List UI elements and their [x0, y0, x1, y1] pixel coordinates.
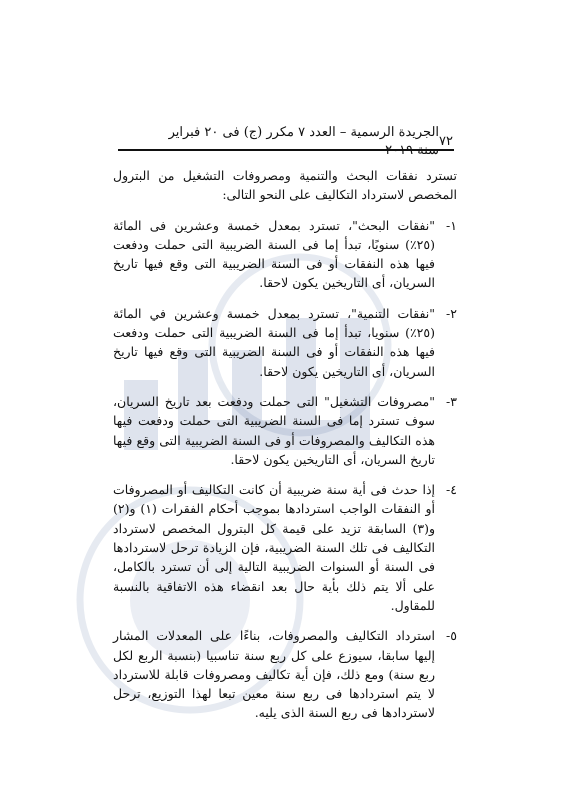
intro-paragraph: تسترد نفقات البحث والتنمية ومصروفات التشغيل من البترول المخصص لاسترداد التكاليف على النحو التالى:: [113, 168, 457, 203]
list-item-text: إذا حدث فى أية سنة ضريبية أن كانت التكاليف أو المصروفات أو النفقات الواجب استردادها بموجب أحكام الفقرات (١) و(٢) و(٣) السابقة تزيد على قيمة كل البترول المخصص لاسترداد التكاليف فى تلك السنة الضريبية، فإن الزيادة ترحل لاستردادها فى السنة أو السنوات الضريبية التالية إلى أن تسترد بالكامل، على ألا يتم ذلك بأية حال بعد انقضاء هذه الاتفاقية بالنسبة للمقاول.: [113, 482, 435, 613]
list-item: [113, 216, 457, 293]
list-item-text: "نفقات البحث"، تسترد بمعدل خمسة وعشرين فى المائة (٢٥٪) سنويًا، تبدأ إما فى السنة الضريبية التى حملت ودفعت فيها هذه النفقات أو فى السنة الضريبية التى وقع فيها تاريخ السريان، أى التاريخين يكون لاحقا.: [113, 217, 435, 291]
list-item-number: ٢-: [446, 305, 457, 321]
gazette-title: الجريدة الرسمية – العدد ٧ مكرر (ج) فى ٢٠ فبراير سنة ٢٠١٩: [168, 125, 440, 158]
list-item-text: "نفقات التنمية"، تسترد بمعدل خمسة وعشرين في المائة (٢٥٪) سنويا، تبدأ إما فى السنة الضريبية التى حملت ودفعت فيها هذه النفقات أو فى السنة الضريبية التى وقع فيها تاريخ السريان، أى التاريخين يكون لاحقا.: [113, 305, 435, 379]
list-item-number: ١-: [446, 217, 457, 233]
list-item-number: ٣-: [446, 393, 457, 409]
list-item: [113, 304, 457, 381]
list-item: [113, 392, 457, 469]
list-item-text: استرداد التكاليف والمصروفات، بناءًا على المعدلات المشار إليها سابقا، سيوزع على كل ربع سنة تناسبيا (بنسبة الربع لكل ربع سنة) ومع ذلك، فإن أية تكاليف ومصروفات قابلة للاسترداد لا يتم استردادها فى ربع سنة معين تبعا لهذا التوزيع، ترحل لاستردادها فى ربع السنة الذى يليه.: [113, 628, 435, 721]
page-number: ٧٢: [439, 134, 453, 149]
list-item: [113, 626, 457, 722]
list-item-number: ٤-: [446, 482, 457, 498]
list-item: [113, 480, 457, 615]
page-header: [145, 124, 453, 160]
list-item-text: "مصروفات التشغيل" التى حملت ودفعت بعد تاريخ السريان، سوف تسترد إما فى السنة الضريبية التى حملت ودفعت فيها هذه التكاليف والمصروفات أو فى السنة الضريبية التى وقع فيها تاريخ السريان، أى التاريخين يكون لاحقا.: [113, 393, 435, 467]
header-divider: [118, 149, 454, 151]
list-item-number: ٥-: [446, 628, 457, 644]
document-body: [113, 166, 457, 734]
